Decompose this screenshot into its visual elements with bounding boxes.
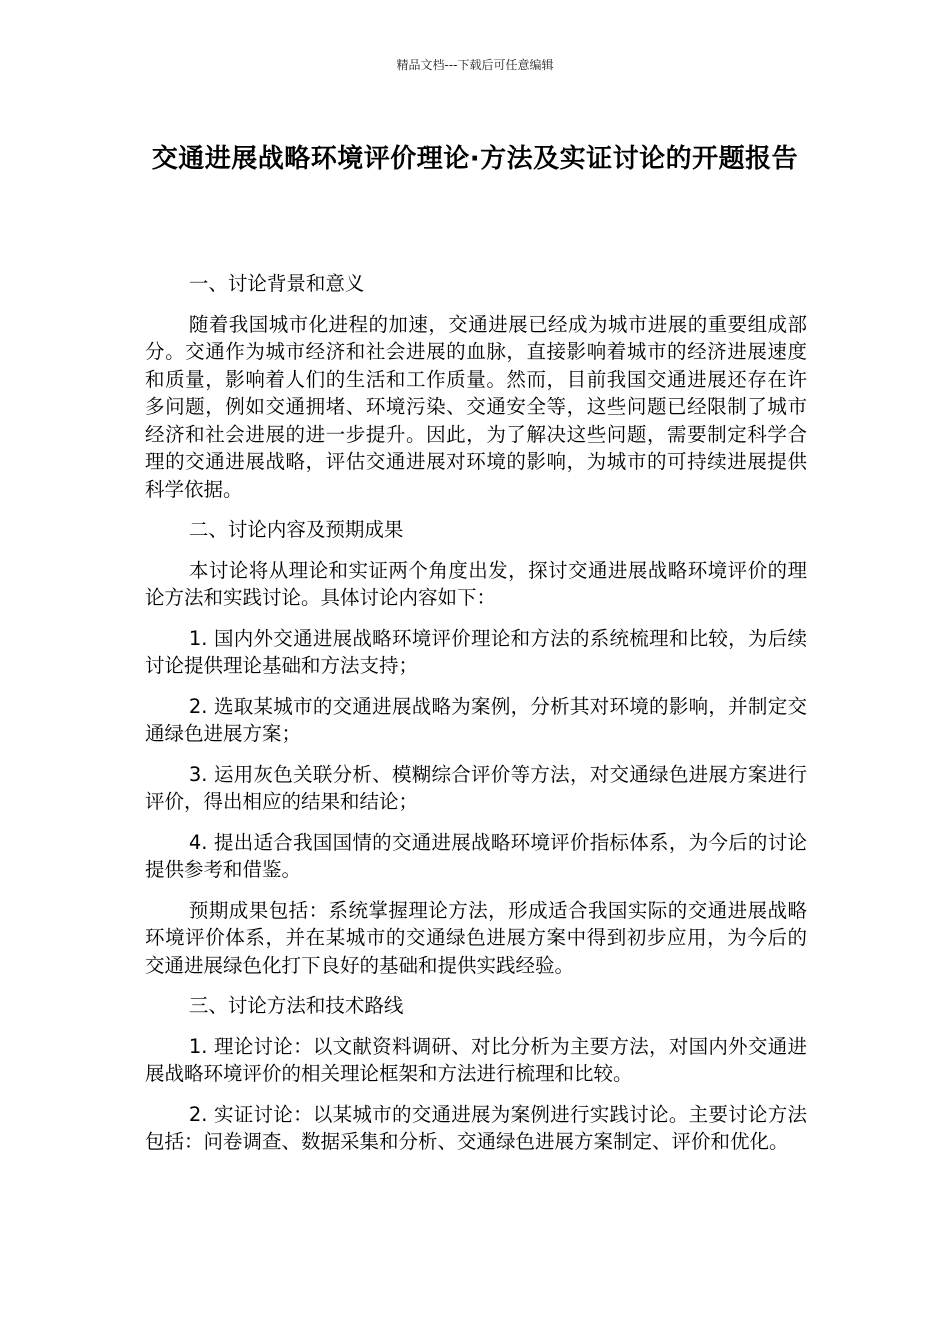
list-item: 2. 实证讨论：以某城市的交通进展为案例进行实践讨论。主要讨论方法包括：问卷调查、数据采集和分析、交通绿色进展方案制定、评价和优化。 bbox=[145, 1102, 807, 1153]
list-item: 1. 理论讨论：以文献资料调研、对比分析为主要方法，对国内外交通进展战略环境评价的相关理论框架和方法进行梳理和比较。 bbox=[145, 1034, 807, 1085]
document-body bbox=[145, 270, 807, 1169]
body-paragraph: 预期成果包括：系统掌握理论方法，形成适合我国实际的交通进展战略环境评价体系，并在某城市的交通绿色进展方案中得到初步应用，为今后的交通进展绿色化打下良好的基础和提供实践经验。 bbox=[145, 898, 807, 977]
section-heading: 二、讨论内容及预期成果 bbox=[188, 518, 404, 541]
document-title: 交通进展战略环境评价理论·方法及实证讨论的开题报告 bbox=[151, 144, 799, 174]
list-item: 3. 运用灰色关联分析、模糊综合评价等方法，对交通绿色进展方案进行评价，得出相应的结果和结论； bbox=[145, 762, 807, 813]
list-item: 2. 选取某城市的交通进展战略为案例，分析其对环境的影响，并制定交通绿色进展方案； bbox=[145, 694, 807, 745]
list-item: 1. 国内外交通进展战略环境评价理论和方法的系统梳理和比较，为后续讨论提供理论基础和方法支持； bbox=[145, 626, 807, 677]
body-paragraph: 随着我国城市化进程的加速，交通进展已经成为城市进展的重要组成部分。交通作为城市经济和社会进展的血脉，直接影响着城市的经济进展速度和质量，影响着人们的生活和工作质量。然而，目前我国交通进展还存在许多问题，例如交通拥堵、环境污染、交通安全等，这些问题已经限制了城市经济和社会进展的进一步提升。因此，为了解决这些问题，需要制定科学合理的交通进展战略，评估交通进展对环境的影响，为城市的可持续进展提供科学依据。 bbox=[145, 312, 807, 501]
list-item: 4. 提出适合我国国情的交通进展战略环境评价指标体系，为今后的讨论提供参考和借鉴。 bbox=[145, 830, 807, 881]
section-heading: 一、讨论背景和意义 bbox=[188, 272, 365, 295]
header-note: 精品文档---下载后可任意编辑 bbox=[396, 58, 554, 72]
body-paragraph: 本讨论将从理论和实证两个角度出发，探讨交通进展战略环境评价的理论方法和实践讨论。具体讨论内容如下： bbox=[145, 558, 807, 609]
section-heading: 三、讨论方法和技术路线 bbox=[188, 994, 404, 1017]
